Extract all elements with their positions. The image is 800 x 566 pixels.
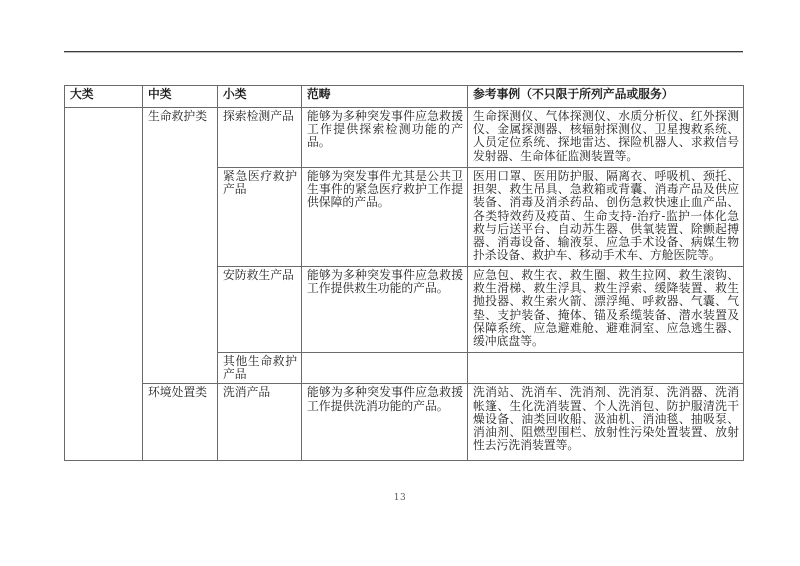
cell-examples: [468, 353, 744, 384]
cell-examples: 生命探测仪、气体探测仪、水质分析仪、红外探测仪、金属探测器、核辐射探测仪、卫星搜救系统、人员定位系统、探地雷达、探险机器人、求救信号发射器、生命体征监测装置等。: [468, 108, 744, 168]
cell-sub-category: 其他生命救护产品: [218, 353, 302, 384]
category-table: [64, 85, 744, 461]
cell-scope: 能够为多种突发事件应急救援工作提供洗消功能的产品。: [302, 384, 468, 461]
cell-scope: 能够为多种突发事件应急救援工作提供探索检测功能的产品。: [302, 108, 468, 168]
cell-major-category: [65, 108, 143, 461]
header-scope: 范畴: [302, 86, 468, 108]
cell-sub-category: 洗消产品: [218, 384, 302, 461]
header-mid-category: 中类: [143, 86, 218, 108]
header-rule: [64, 51, 743, 53]
header-sub-category: 小类: [218, 86, 302, 108]
cell-scope: 能够为突发事件尤其是公共卫生事件的紧急医疗救护工作提供保障的产品。: [302, 168, 468, 267]
table-row: [65, 384, 744, 461]
cell-scope: [302, 353, 468, 384]
table-row: [65, 108, 744, 168]
header-major-category: 大类: [65, 86, 143, 108]
cell-sub-category: 紧急医疗救护产品: [218, 168, 302, 267]
cell-sub-category: 探索检测产品: [218, 108, 302, 168]
cell-scope: 能够为多种突发事件应急救援工作提供救生功能的产品。: [302, 267, 468, 353]
cell-mid-category-life-rescue: 生命救护类: [143, 108, 218, 384]
cell-examples: 洗消站、洗消车、洗消剂、洗消泵、洗消器、洗消帐篷、生化洗消装置、个人洗消包、防护服清洗干燥设备、油类回收船、汲油机、消油毯、抽吸泵、消油剂、阻燃型围栏、放射性污染处置装置、放射性去污洗消装置等。: [468, 384, 744, 461]
cell-examples: 医用口罩、医用防护服、隔离衣、呼吸机、颈托、担架、救生吊具、急救箱或背囊、消毒产品及供应装备、消毒及消杀药品、创伤急救快速止血产品、各类特效药及疫苗、生命支持-治疗-监护一体化急救与后送平台、自动苏生器、供氧装置、除颤起搏器、消毒设备、输液泵、应急手术设备、病媒生物扑杀设备、救护车、移动手术车、方舱医院等。: [468, 168, 744, 267]
cell-examples: 应急包、救生衣、救生圈、救生拉网、救生滚钩、救生滑梯、救生浮具、救生浮索、缓降装置、救生抛投器、救生索火箭、漂浮绳、呼救器、气囊、气垫、支护装备、掩体、锚及系缆装备、潜水装置及保障系统、应急避难舱、避难洞室、应急逃生器、缓冲底盘等。: [468, 267, 744, 353]
cell-mid-category-environment: 环境处置类: [143, 384, 218, 461]
table-header-row: [65, 86, 744, 108]
header-examples: 参考事例（不只限于所列产品或服务）: [468, 86, 744, 108]
cell-sub-category: 安防救生产品: [218, 267, 302, 353]
page-number: 13: [393, 493, 407, 503]
